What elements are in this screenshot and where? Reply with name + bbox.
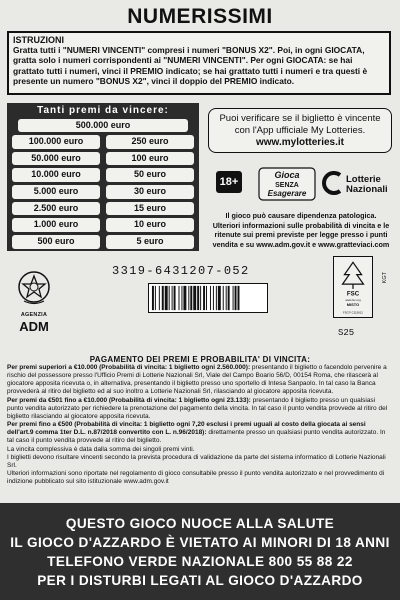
ticket-title: NUMERISSIMI (127, 5, 273, 28)
prize-cell: 10.000 euro (12, 168, 100, 182)
warning-line-4: vendita e su www.adm.gov.it e www.gratteviaci.com (212, 239, 390, 249)
payment-paragraph: La vincita complessiva è data dalla somma dei singoli premi vinti. (7, 445, 195, 453)
side-code: KGT (382, 272, 388, 284)
verify-url: www.mylotteries.it (256, 137, 344, 148)
adm-logo-text: ADM (19, 319, 49, 334)
prize-cell: 1.000 euro (12, 218, 100, 232)
agency-label: AGENZIA (20, 312, 48, 318)
footer-line-1: QUESTO GIOCO NUOCE ALLA SALUTE (65, 516, 335, 531)
prize-cell: 50 euro (106, 168, 194, 182)
payment-terms (7, 364, 393, 486)
ln-line-2: Nazionali (346, 184, 388, 195)
top-prize: 500.000 euro (18, 119, 188, 132)
italian-emblem-icon (16, 268, 52, 308)
ticket-serial-number: 3319-6431207-052 (112, 264, 250, 278)
fsc-mix: MISTO (346, 302, 360, 307)
health-warning-footer (0, 503, 400, 600)
footer-line-2: IL GIOCO D'AZZARDO È VIETATO AI MINORI DI 18 ANNI (10, 535, 390, 550)
payment-heading: PAGAMENTO DEI PREMI E PROBABILITA' DI VINCITA: (89, 355, 311, 364)
prize-cell: 250 euro (106, 135, 194, 149)
prize-cell: 15 euro (106, 202, 194, 216)
prize-cell: 100.000 euro (12, 135, 100, 149)
prize-row (12, 202, 194, 216)
prize-cell: 30 euro (106, 185, 194, 199)
payment-tier-label: Per premi fino a €500 (Probabilità di vincita: 1 biglietto ogni 7,20 esclusi i premi uguali al costo della giocata ai sensi dell'art.9 comma 1ter D.L. n.87/2018 convertito con L. n.96/2018): (7, 421, 366, 437)
payment-tier-text: presentando il biglietto o facendolo pervenire a rischio del possessore presso l'Ufficio Premi di Lotterie Nazionali Srl, Viale del Campo Boario 56/D, 00154 Roma, che rilascerà al giocatore apposita ricevuta o, in alternativa, presentando il biglietto presso uno sportello di Intesa Sanpaolo. In tal caso la Banca provvederà al ritiro del biglietto ed al suo inoltro a Lotterie Nazionali Srl, rilasciando al giocatore apposita ricevuta. (7, 364, 387, 396)
prize-row (12, 235, 194, 249)
payment-tier-text: presentando il biglietto presso un qualsiasi punto vendita autorizzato per richiedere la prenotazione del pagamento della vincita. In tal caso il punto vendita provvede al ritiro del biglietto rilasciando al giocatore apposita ricevuta. (7, 396, 388, 420)
gioca-senza-esagerare-logo (258, 166, 316, 202)
prize-row (12, 218, 194, 232)
fsc-code: FSC® C115612 (343, 310, 363, 315)
prize-table-heading: Tanti premi da vincere: (37, 105, 169, 116)
fsc-certification-logo (333, 256, 373, 318)
prize-cell: 5.000 euro (12, 185, 100, 199)
footer-line-4: PER I DISTURBI LEGATI AL GIOCO D'AZZARDO (37, 573, 363, 588)
prize-cell: 500 euro (12, 235, 100, 249)
ticket-code: S25 (338, 328, 355, 338)
instructions-text: Gratta tutti i "NUMERI VINCENTI" compresi i numeri "BONUS X2". Poi, in ogni GIOCATA, gratta solo i numeri corrispondenti ai "NUMERI VINCENTI". Per ogni GIOCATA: se hai grattato tutti i numeri, vinci il PREMIO indicato; se hai grattato tutti i numeri e tra questi è presente un numero "BONUS X2", vinci il doppio del PREMIO indicato. (13, 45, 368, 86)
prize-cell: 100 euro (106, 152, 194, 166)
payment-paragraph (7, 364, 393, 397)
prize-row (12, 185, 194, 199)
prize-cell: 50.000 euro (12, 152, 100, 166)
addiction-warning (208, 211, 394, 249)
prize-row (12, 152, 194, 166)
footer-line-3: TELEFONO VERDE NAZIONALE 800 55 88 22 (47, 554, 353, 569)
gsb-line-2: SENZA (275, 182, 299, 189)
instructions-box (7, 31, 391, 95)
prize-row (12, 135, 194, 149)
gsb-line-3: Esagerare (267, 189, 307, 198)
fsc-url: www.fsc.org (345, 298, 361, 303)
barcode (148, 283, 268, 313)
prize-cell: 5 euro (106, 235, 194, 249)
payment-paragraph: Ulteriori informazioni sono riportate nel regolamento di gioco consultabile presso il punto vendita autorizzato e nel provvedimento di indizione pubblicato sul sito istituzionale www.adm.gov.it (7, 470, 385, 486)
ln-line-1: Lotterie (346, 174, 381, 185)
payment-paragraph: I biglietti devono risultare vincenti secondo la prevista procedura di validazione da parte del sistema informatico di Lotterie Nazionali Srl. (7, 453, 386, 469)
payment-paragraph (7, 421, 393, 445)
prize-cell: 2.500 euro (12, 202, 100, 216)
verify-line-2: con l'App ufficiale My Lotteries. (234, 125, 366, 136)
warning-line-2: Ulteriori informazioni sulle probabilità di vincita e le (212, 220, 390, 230)
prize-cell: 10 euro (106, 218, 194, 232)
lotterie-nazionali-text (346, 175, 388, 195)
prize-row (12, 168, 194, 182)
age-18-badge: 18+ (216, 171, 242, 193)
gsb-line-1: Gioca (274, 170, 300, 180)
verify-line-1: Puoi verificare se il biglietto è vincente (219, 113, 381, 124)
payment-tier-text: direttamente presso un qualsiasi punto vendita autorizzato. In tal caso il punto vendita provvede al ritiro del biglietto. (7, 429, 386, 445)
payment-paragraph (7, 397, 393, 421)
fsc-label: FSC (346, 290, 360, 298)
verify-box (208, 108, 392, 153)
lotterie-nazionali-logo-icon (322, 171, 346, 195)
prize-table (7, 103, 199, 251)
payment-tier-label: Per premi da €501 fino a €10.000 (Probabilità di vincita: 1 biglietto ogni 23.133): (7, 396, 251, 404)
warning-line-1: Il gioco può causare dipendenza patologica. (225, 211, 377, 220)
payment-tier-label: Per premi superiori a €10.000 (Probabilità di vincita: 1 biglietto ogni 2.560.000): (7, 364, 251, 371)
warning-line-3: ritenute sui premi previste per legge presso i punti (214, 230, 388, 240)
instructions-heading: ISTRUZIONI (13, 35, 64, 45)
